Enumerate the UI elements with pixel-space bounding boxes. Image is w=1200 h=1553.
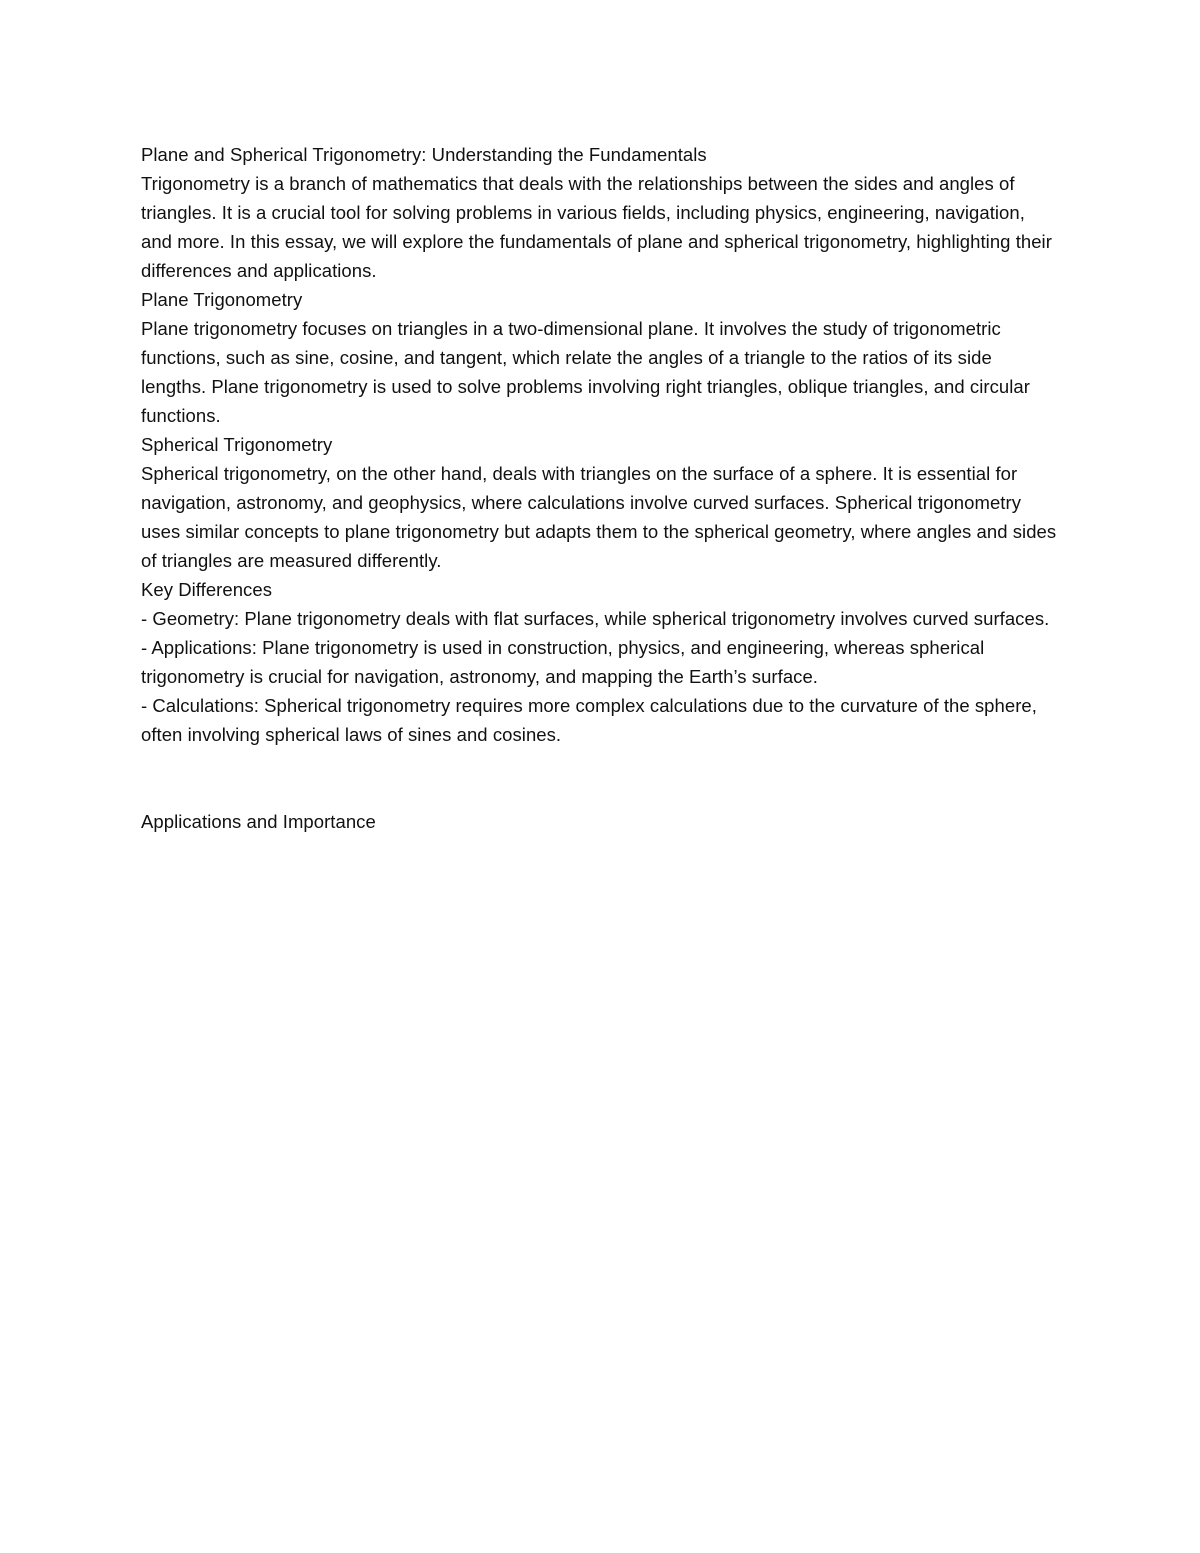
section-heading-plane-trigonometry: Plane Trigonometry [141, 289, 303, 310]
bullet-item-geometry: - Geometry: Plane trigonometry deals with flat surfaces, while spherical trigonometry involves curved surfaces. [141, 608, 1050, 629]
section-heading-key-differences: Key Differences [141, 579, 272, 600]
section-heading-applications-and-importance: Applications and Importance [141, 811, 376, 832]
spherical-trigonometry-paragraph: Spherical trigonometry, on the other hand, deals with triangles on the surface of a sphere. It is essential for navigation, astronomy, and geophysics, where calculations involve curved surfaces. Spherical trigonometry uses similar concepts to plane trigonometry but adapts them to the spherical geometry, where angles and sides of triangles are measured differently. [141, 463, 1057, 571]
intro-paragraph: Trigonometry is a branch of mathematics that deals with the relationships between the sides and angles of triangles. It is a crucial tool for solving problems in various fields, including physics, engineering, navigation, and more. In this essay, we will explore the fundamentals of plane and spherical trigonometry, highlighting their differences and applications. [141, 173, 1052, 281]
plane-trigonometry-paragraph: Plane trigonometry focuses on triangles in a two-dimensional plane. It involves the study of trigonometric functions, such as sine, cosine, and tangent, which relate the angles of a triangle to the ratios of its side lengths. Plane trigonometry is used to solve problems involving right triangles, oblique triangles, and circular functions. [141, 318, 1030, 426]
bullet-item-applications: - Applications: Plane trigonometry is used in construction, physics, and engineering, whereas spherical trigonometry is crucial for navigation, astronomy, and mapping the Earth’s surface. [141, 637, 985, 687]
document-title: Plane and Spherical Trigonometry: Understanding the Fundamentals [141, 144, 707, 165]
bullet-item-calculations: - Calculations: Spherical trigonometry requires more complex calculations due to the curvature of the sphere, often involving spherical laws of sines and cosines. [141, 695, 1037, 745]
document-body [141, 140, 1061, 836]
section-heading-spherical-trigonometry: Spherical Trigonometry [141, 434, 333, 455]
